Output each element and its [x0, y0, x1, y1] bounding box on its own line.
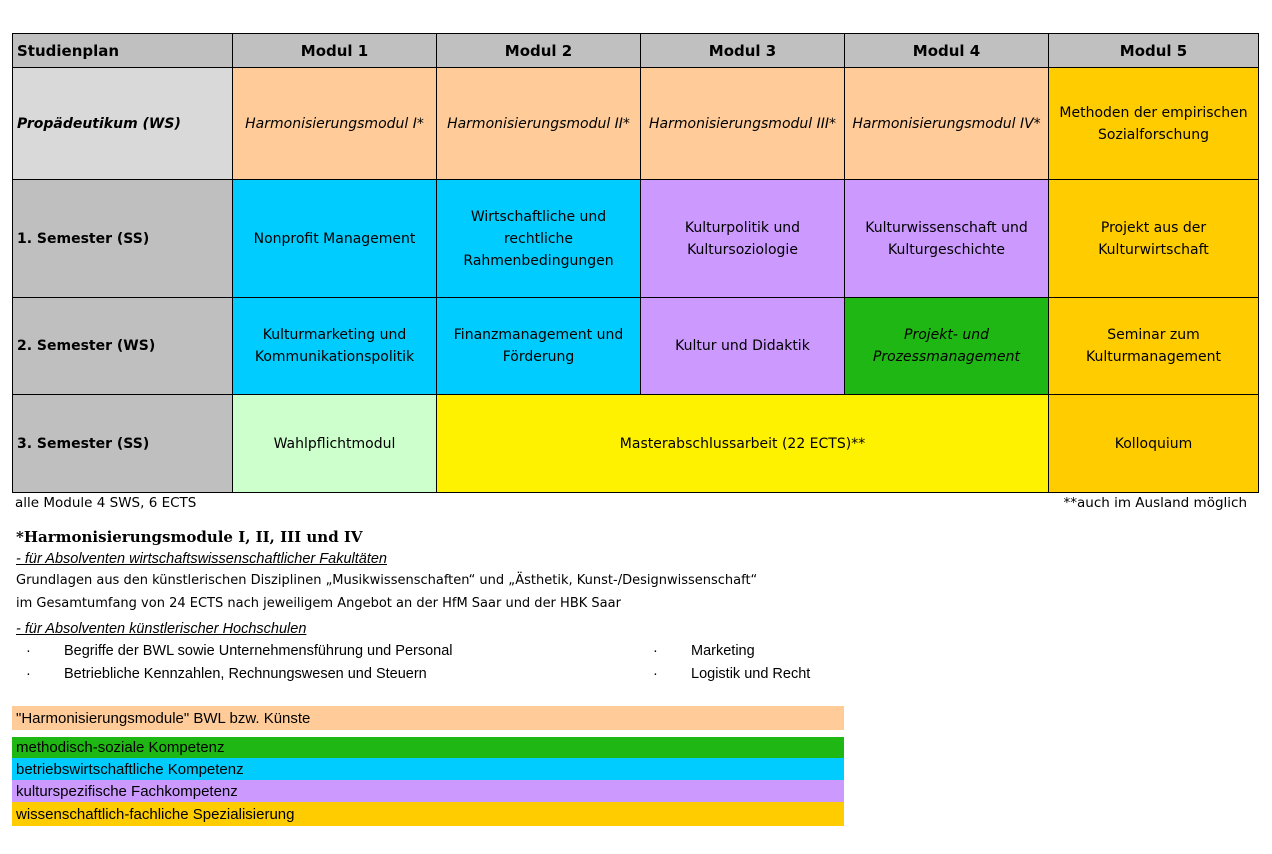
cell: Methoden der empirischen Sozialforschung: [1048, 67, 1259, 180]
header-modul-2: Modul 2: [436, 33, 641, 68]
legend-kulturspezifisch: kulturspezifische Fachkompetenz: [12, 780, 844, 802]
cell: Harmonisierungsmodul I*: [232, 67, 437, 180]
header-modul-5: Modul 5: [1048, 33, 1259, 68]
bullet: ·: [653, 666, 658, 682]
notes-sub2: - für Absolventen künstlerischer Hochschulen: [16, 621, 307, 637]
header-modul-4: Modul 4: [844, 33, 1049, 68]
row-label-semester-1: 1. Semester (SS): [12, 179, 233, 298]
cell: Harmonisierungsmodul II*: [436, 67, 641, 180]
notes-p1: Grundlagen aus den künstlerischen Disziplinen „Musikwissenschaften“ und „Ästhetik, Kunst-/Designwissenschaft“: [16, 573, 758, 588]
legend-harmonisierung: "Harmonisierungsmodule" BWL bzw. Künste: [12, 706, 844, 730]
cell: Wahlpflichtmodul: [232, 394, 437, 493]
legend-wissenschaftlich: wissenschaftlich-fachliche Spezialisierung: [12, 802, 844, 826]
cell-masterarbeit: Masterabschlussarbeit (22 ECTS)**: [436, 394, 1049, 493]
cell: Kultur und Didaktik: [640, 297, 845, 395]
cell: Kolloquium: [1048, 394, 1259, 493]
notes-p2: im Gesamtumfang von 24 ECTS nach jeweiligem Angebot an der HfM Saar und der HBK Saar: [16, 596, 621, 611]
cell: Finanzmanagement und Förderung: [436, 297, 641, 395]
row-label-propaedeutikum: Propädeutikum (WS): [12, 67, 233, 180]
notes-title: *Harmonisierungsmodule I, II, III und IV: [16, 528, 363, 546]
cell: Nonprofit Management: [232, 179, 437, 298]
legend-betriebswirtschaftlich: betriebswirtschaftliche Kompetenz: [12, 758, 844, 780]
cell: Kulturwissenschaft und Kulturgeschichte: [844, 179, 1049, 298]
cell: Harmonisierungsmodul III*: [640, 67, 845, 180]
bullet: ·: [26, 643, 31, 659]
cell: Seminar zum Kulturmanagement: [1048, 297, 1259, 395]
bullet: ·: [653, 643, 658, 659]
list-item: Marketing: [691, 643, 755, 659]
cell: Projekt aus der Kulturwirtschaft: [1048, 179, 1259, 298]
note-left: alle Module 4 SWS, 6 ECTS: [15, 495, 197, 511]
cell: Kulturpolitik und Kultursoziologie: [640, 179, 845, 298]
cell: Harmonisierungsmodul IV*: [844, 67, 1049, 180]
cell: Kulturmarketing und Kommunikationspolitik: [232, 297, 437, 395]
cell: Wirtschaftliche und rechtliche Rahmenbedingungen: [436, 179, 641, 298]
header-modul-1: Modul 1: [232, 33, 437, 68]
header-modul-3: Modul 3: [640, 33, 845, 68]
list-item: Begriffe der BWL sowie Unternehmensführung und Personal: [64, 643, 453, 659]
row-label-semester-3: 3. Semester (SS): [12, 394, 233, 493]
legend-methodisch-sozial: methodisch-soziale Kompetenz: [12, 737, 844, 758]
notes-sub1: - für Absolventen wirtschaftswissenschaftlicher Fakultäten: [16, 551, 387, 567]
bullet: ·: [26, 666, 31, 682]
list-item: Logistik und Recht: [691, 666, 811, 682]
cell: Projekt- und Prozessmanagement: [844, 297, 1049, 395]
header-studienplan: Studienplan: [12, 33, 233, 68]
list-item: Betriebliche Kennzahlen, Rechnungswesen und Steuern: [64, 666, 427, 682]
row-label-semester-2: 2. Semester (WS): [12, 297, 233, 395]
note-right: **auch im Ausland möglich: [1063, 495, 1247, 511]
